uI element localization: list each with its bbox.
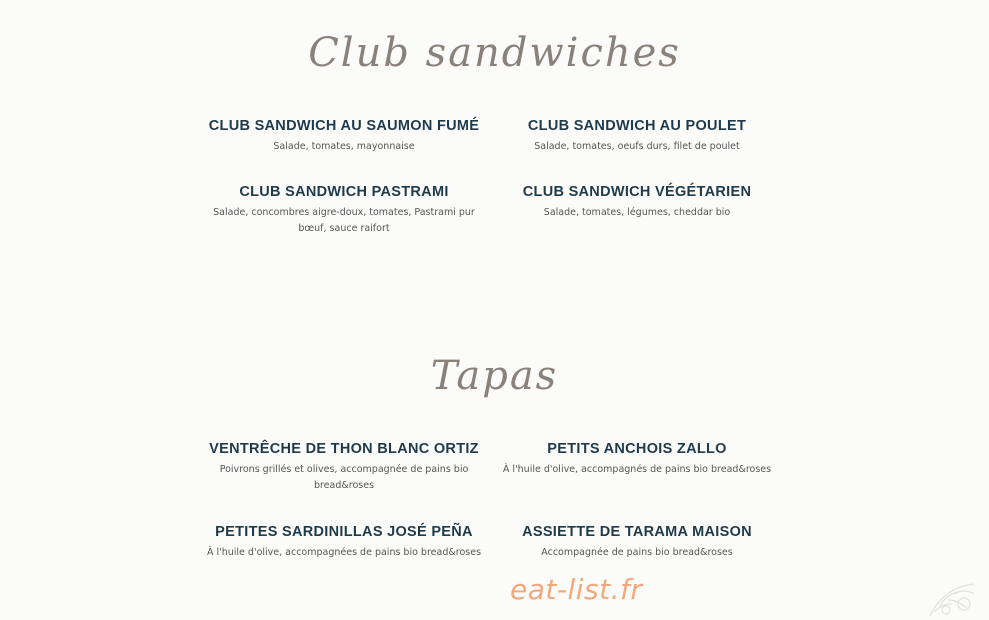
item-description: Salade, tomates, légumes, cheddar bio <box>543 207 731 218</box>
menu-item <box>497 524 777 561</box>
item-name: CLUB SANDWICH AU POULET <box>527 118 747 134</box>
item-description: Salade, concombres aigre-doux, tomates, Pastrami pur bœuf, sauce raifort <box>213 207 475 234</box>
section-title-club-sandwiches: Club sandwiches <box>308 30 681 76</box>
item-description: Salade, tomates, mayonnaise <box>273 141 415 152</box>
menu-item <box>204 184 484 237</box>
item-description: Accompagnée de pains bio bread&roses <box>541 547 733 558</box>
watermark: eat-list.fr <box>510 573 643 606</box>
item-description: À l'huile d'olive, accompagnées de pains bio bread&roses <box>206 547 482 558</box>
item-description: À l'huile d'olive, accompagnés de pains bio bread&roses <box>502 464 772 475</box>
item-description: Salade, tomates, oeufs durs, filet de poulet <box>534 141 740 152</box>
menu-item <box>204 441 484 494</box>
item-name: PETITES SARDINILLAS JOSÉ PEÑA <box>215 524 473 540</box>
item-name: CLUB SANDWICH VÉGÉTARIEN <box>522 184 752 200</box>
menu-item <box>497 118 777 155</box>
item-name: CLUB SANDWICH AU SAUMON FUMÉ <box>208 118 480 134</box>
item-description: Poivrons grillés et olives, accompagnée de pains bio bread&roses <box>219 464 469 491</box>
menu-item <box>497 441 777 478</box>
item-name: PETITS ANCHOIS ZALLO <box>547 441 727 457</box>
section-title-tapas: Tapas <box>430 353 559 399</box>
item-name: VENTRÊCHE DE THON BLANC ORTIZ <box>209 441 479 457</box>
menu-item <box>497 184 777 221</box>
menu-item <box>204 524 484 561</box>
item-name: CLUB SANDWICH PASTRAMI <box>239 184 449 200</box>
leaf-icon <box>924 578 980 620</box>
menu-item <box>204 118 484 155</box>
item-name: ASSIETTE DE TARAMA MAISON <box>522 524 752 540</box>
